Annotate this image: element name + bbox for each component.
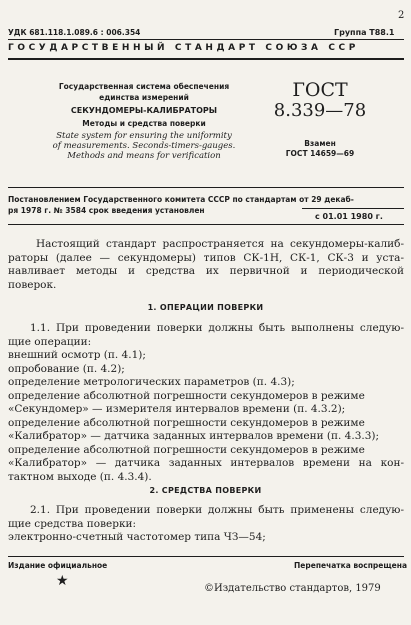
section1-line: «Калибратор» — датчика заданных интервалов времени (п. 4.3.3); (8, 430, 380, 442)
section1-line: «Секундомер» — измерителя интервалов времени (п. 4.3.2); (8, 403, 346, 415)
replaces-label: Взамен (304, 139, 336, 148)
group-code: Группа Т88.1 (334, 28, 395, 37)
decree-line1: Постановлением Государственного комитета СССР по стандартам от 29 декаб- (8, 195, 354, 204)
section2-body (8, 504, 404, 545)
system-title-line1: Государственная система обеспечения (58, 82, 230, 91)
section1-line: «Калибратор» — датчика заданных интервалов времени на кон- (8, 457, 404, 469)
intro-line: поверок. (8, 278, 57, 291)
decree-rule (8, 224, 404, 225)
header-rule-bottom (8, 58, 404, 60)
english-title-line3: Methods and means for verification (67, 151, 221, 161)
section1-line: определение абсолютной погрешности секундомеров в режиме (8, 443, 365, 456)
section1-line: щие операции: (8, 335, 92, 348)
english-title-line1: State system for ensuring the uniformity (56, 131, 232, 141)
decree-line2: ря 1978 г. № 3584 срок введения установлен (8, 206, 205, 215)
intro-line: Настоящий стандарт распространяется на секундомеры-калиб- (36, 238, 404, 250)
effective-date: с 01.01 1980 г. (315, 212, 383, 221)
reprint-notice: Перепечатка воспрещена (294, 561, 408, 570)
english-title (44, 131, 244, 161)
section1-line: внешний осмотр (п. 4.1); (8, 349, 146, 361)
copyright: ©Издательство стандартов, 1979 (204, 583, 381, 594)
section1-line: определение метрологических параметров (п. 4.3); (8, 376, 295, 388)
section2-line: электронно-счетный частотомер типа ЧЗ—54; (8, 531, 266, 543)
product-title: СЕКУНДОМЕРЫ-КАЛИБРАТОРЫ (70, 106, 218, 115)
header-rule-top (8, 39, 404, 40)
section2-line: щие средства поверки: (8, 517, 137, 530)
section1-body (8, 322, 404, 484)
method-subtitle: Методы и средства поверки (82, 119, 206, 128)
intro-line: раторы (далее — секундомеры) типов СК-1Н, СК-1, СК-3 и уста- (8, 251, 404, 264)
state-standard-banner: ГОСУДАРСТВЕННЫЙ СТАНДАРТ СОЮЗА ССР (8, 43, 359, 53)
section2-title: 2. СРЕДСТВА ПОВЕРКИ (149, 486, 262, 495)
section1-line: определение абсолютной погрешности секундомеров в режиме (8, 416, 365, 429)
footer-rule (8, 556, 404, 557)
system-title-line2: единства измерений (99, 93, 189, 102)
effective-rule (302, 208, 404, 209)
corner-mark: 2 (398, 10, 405, 21)
edition-label: Издание официальное (8, 561, 108, 570)
section2-line: 2.1. При проведении поверки должны быть применены следую- (30, 504, 404, 516)
intro-line: навливает методы и средства их первичной и периодической (8, 265, 404, 277)
udc-code: УДК 681.118.1.089.6 : 006.354 (8, 28, 141, 37)
gost-label: ГОСТ (292, 79, 348, 101)
intro-paragraph (8, 238, 404, 292)
english-title-line2: of measurements. Seconds-timers-gauges. (52, 141, 236, 151)
system-title (44, 81, 244, 129)
section1-line: тактном выходе (п. 4.3.4). (8, 470, 152, 483)
section1-line: опробование (п. 4.2); (8, 362, 125, 375)
section1-title: 1. ОПЕРАЦИИ ПОВЕРКИ (147, 303, 264, 312)
title-rule (8, 187, 404, 188)
section1-line: определение абсолютной погрешности секундомеров в режиме (8, 389, 365, 402)
star-icon: ★ (56, 573, 69, 589)
replaces-value: ГОСТ 14659—69 (285, 149, 355, 158)
gost-number: 8.339—78 (273, 100, 367, 121)
section1-line: 1.1. При проведении поверки должны быть выполнены следую- (30, 322, 404, 334)
